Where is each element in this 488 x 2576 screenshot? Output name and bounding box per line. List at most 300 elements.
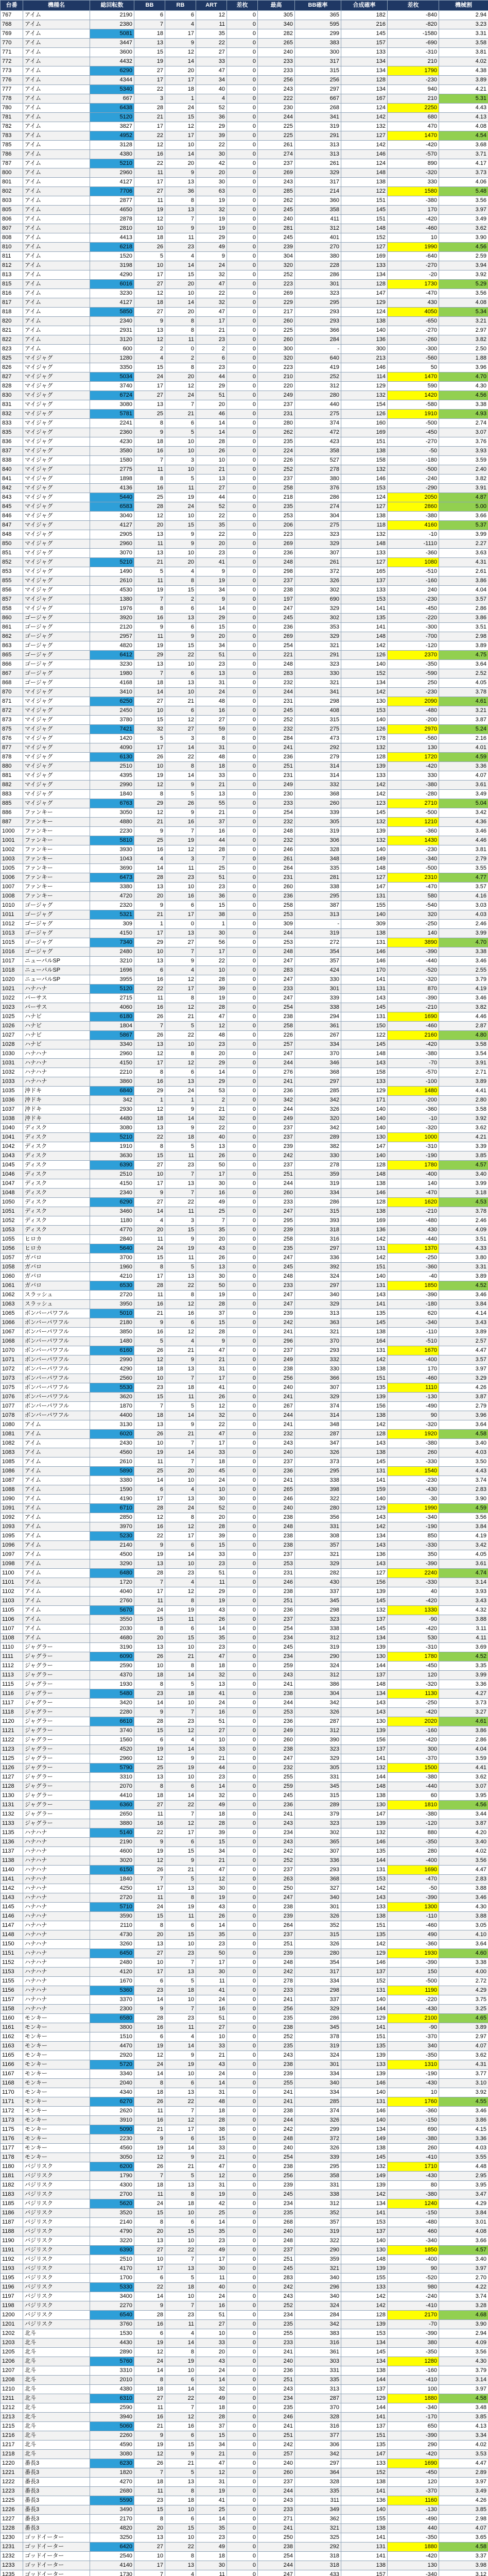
table-row[interactable] <box>1 1012 488 1022</box>
table-row[interactable] <box>1 966 488 975</box>
table-row[interactable] <box>1 113 488 122</box>
table-row[interactable] <box>1 623 488 632</box>
table-row[interactable] <box>1 2190 488 2199</box>
table-row[interactable] <box>1 1393 488 1402</box>
table-row[interactable] <box>1 1346 488 1355</box>
table-row[interactable] <box>1 2301 488 2311</box>
table-row[interactable] <box>1 2116 488 2125</box>
table-row[interactable] <box>1 335 488 345</box>
table-row[interactable] <box>1 2496 488 2505</box>
table-row[interactable] <box>1 2515 488 2524</box>
table-row[interactable] <box>1 1903 488 1912</box>
table-row[interactable] <box>1 2255 488 2264</box>
table-row[interactable] <box>1 734 488 743</box>
table-row[interactable] <box>1 1049 488 1059</box>
table-row[interactable] <box>1 706 488 716</box>
column-header[interactable]: 合成確率 <box>341 1 388 11</box>
table-row[interactable] <box>1 975 488 985</box>
table-row[interactable] <box>1 2134 488 2144</box>
table-row[interactable] <box>1 2199 488 2209</box>
machine-name-cell: マイジャグ <box>23 539 90 549</box>
table-row[interactable] <box>1 1578 488 1587</box>
table-row[interactable] <box>1 1291 488 1300</box>
table-row[interactable] <box>1 1652 488 1662</box>
table-row[interactable] <box>1 187 488 196</box>
table-row[interactable] <box>1 1912 488 1921</box>
table-row[interactable] <box>1 289 488 298</box>
table-row[interactable] <box>1 1504 488 1513</box>
table-row[interactable] <box>1 521 488 530</box>
table-row[interactable] <box>1 558 488 567</box>
table-row[interactable] <box>1 1179 488 1189</box>
table-row[interactable] <box>1 2060 488 2070</box>
value-cell-7: 0 <box>227 1068 258 1077</box>
table-row[interactable] <box>1 2422 488 2431</box>
value-cell-10: 140 <box>341 716 388 725</box>
table-row[interactable] <box>1 1198 488 1207</box>
table-row[interactable] <box>1 660 488 669</box>
table-row[interactable] <box>1 1977 488 1986</box>
table-row[interactable] <box>1 679 488 688</box>
table-row[interactable] <box>1 1318 488 1328</box>
table-row[interactable] <box>1 827 488 836</box>
table-row[interactable] <box>1 29 488 39</box>
table-row[interactable] <box>1 2107 488 2116</box>
table-row[interactable] <box>1 1615 488 1624</box>
table-row[interactable] <box>1 326 488 335</box>
column-header[interactable]: BB確率 <box>295 1 341 11</box>
table-row[interactable] <box>1 883 488 892</box>
table-row[interactable] <box>1 1856 488 1866</box>
table-row[interactable] <box>1 298 488 308</box>
table-row[interactable] <box>1 280 488 289</box>
table-row[interactable] <box>1 808 488 818</box>
table-row[interactable] <box>1 512 488 521</box>
table-row[interactable] <box>1 1022 488 1031</box>
table-row[interactable] <box>1 1940 488 1949</box>
table-row[interactable] <box>1 614 488 623</box>
table-row[interactable] <box>1 252 488 261</box>
table-row[interactable] <box>1 2487 488 2496</box>
table-row[interactable] <box>1 1662 488 1671</box>
table-row[interactable] <box>1 1476 488 1485</box>
table-row[interactable] <box>1 159 488 168</box>
table-row[interactable] <box>1 2478 488 2487</box>
table-row[interactable] <box>1 2209 488 2218</box>
table-row[interactable] <box>1 2394 488 2403</box>
table-row[interactable] <box>1 2413 488 2422</box>
table-row[interactable] <box>1 2376 488 2385</box>
table-row[interactable] <box>1 1077 488 1087</box>
table-row[interactable] <box>1 781 488 790</box>
table-row[interactable] <box>1 150 488 159</box>
table-row[interactable] <box>1 2366 488 2376</box>
table-row[interactable] <box>1 410 488 419</box>
table-row[interactable] <box>1 2172 488 2181</box>
table-row[interactable] <box>1 725 488 734</box>
column-header[interactable]: ART <box>196 1 227 11</box>
table-row[interactable] <box>1 1328 488 1337</box>
table-row[interactable] <box>1 1745 488 1754</box>
table-row[interactable] <box>1 920 488 929</box>
table-row[interactable] <box>1 456 488 465</box>
table-row[interactable] <box>1 2357 488 2366</box>
table-row[interactable] <box>1 1736 488 1745</box>
table-row[interactable] <box>1 437 488 447</box>
table-row[interactable] <box>1 2468 488 2478</box>
table-row[interactable] <box>1 363 488 372</box>
table-row[interactable] <box>1 1597 488 1606</box>
table-row[interactable] <box>1 270 488 280</box>
table-row[interactable] <box>1 892 488 901</box>
table-row[interactable] <box>1 1105 488 1114</box>
table-row[interactable] <box>1 2533 488 2543</box>
table-row[interactable] <box>1 2153 488 2162</box>
table-row[interactable] <box>1 1550 488 1560</box>
table-row[interactable] <box>1 261 488 270</box>
table-row[interactable] <box>1 85 488 94</box>
value-cell-10: 127 <box>341 131 388 141</box>
table-row[interactable] <box>1 567 488 577</box>
table-row[interactable] <box>1 141 488 150</box>
machine-name-cell: アイム <box>23 113 90 122</box>
table-row[interactable] <box>1 1847 488 1856</box>
table-row[interactable] <box>1 595 488 604</box>
table-row[interactable] <box>1 1207 488 1216</box>
table-row[interactable] <box>1 1764 488 1773</box>
table-row[interactable] <box>1 1096 488 1105</box>
column-header[interactable]: RB <box>165 1 196 11</box>
table-row[interactable] <box>1 11 488 20</box>
table-row[interactable] <box>1 2283 488 2292</box>
table-row[interactable] <box>1 168 488 178</box>
table-row[interactable] <box>1 651 488 660</box>
table-row[interactable] <box>1 1309 488 1318</box>
column-header[interactable]: 機械割 <box>439 1 488 11</box>
table-row[interactable] <box>1 1253 488 1263</box>
table-row[interactable] <box>1 400 488 410</box>
table-row[interactable] <box>1 1411 488 1420</box>
table-row[interactable] <box>1 1717 488 1726</box>
table-row[interactable] <box>1 2144 488 2153</box>
table-row[interactable] <box>1 539 488 549</box>
table-row[interactable] <box>1 697 488 706</box>
table-row[interactable] <box>1 604 488 614</box>
table-row[interactable] <box>1 1995 488 2005</box>
table-row[interactable] <box>1 1754 488 1764</box>
table-row[interactable] <box>1 2236 488 2246</box>
table-row[interactable] <box>1 1281 488 1291</box>
table-row[interactable] <box>1 1801 488 1810</box>
table-row[interactable] <box>1 206 488 215</box>
table-row[interactable] <box>1 957 488 966</box>
table-row[interactable] <box>1 76 488 85</box>
table-row[interactable] <box>1 2079 488 2088</box>
table-row[interactable] <box>1 2450 488 2459</box>
table-row[interactable] <box>1 1773 488 1782</box>
table-row[interactable] <box>1 2070 488 2079</box>
table-row[interactable] <box>1 1355 488 1365</box>
table-row[interactable] <box>1 345 488 354</box>
table-row[interactable] <box>1 2246 488 2255</box>
table-row[interactable] <box>1 1142 488 1151</box>
table-row[interactable] <box>1 669 488 679</box>
table-row[interactable] <box>1 2181 488 2190</box>
table-row[interactable] <box>1 2218 488 2227</box>
table-row[interactable] <box>1 1383 488 1393</box>
table-row[interactable] <box>1 641 488 651</box>
column-header[interactable]: BB <box>134 1 165 11</box>
value-cell-11: -190 <box>388 1151 439 1161</box>
table-row[interactable] <box>1 586 488 595</box>
table-row[interactable] <box>1 94 488 104</box>
table-row[interactable] <box>1 947 488 957</box>
table-row[interactable] <box>1 2505 488 2515</box>
table-row[interactable] <box>1 1587 488 1597</box>
table-row[interactable] <box>1 1059 488 1068</box>
table-row[interactable] <box>1 1495 488 1504</box>
table-row[interactable] <box>1 994 488 1003</box>
table-row[interactable] <box>1 2014 488 2023</box>
table-row[interactable] <box>1 419 488 428</box>
table-row[interactable] <box>1 549 488 558</box>
table-row[interactable] <box>1 1263 488 1272</box>
table-row[interactable] <box>1 2524 488 2533</box>
column-header[interactable]: 総回転数 <box>90 1 134 11</box>
table-row[interactable] <box>1 48 488 57</box>
table-row[interactable] <box>1 39 488 48</box>
table-row[interactable] <box>1 818 488 827</box>
table-row[interactable] <box>1 2431 488 2441</box>
table-row[interactable] <box>1 1189 488 1198</box>
table-row[interactable] <box>1 1634 488 1643</box>
table-row[interactable] <box>1 224 488 233</box>
table-row[interactable] <box>1 1272 488 1281</box>
table-row[interactable] <box>1 762 488 771</box>
table-row[interactable] <box>1 131 488 141</box>
table-row[interactable] <box>1 1643 488 1652</box>
column-header[interactable]: 差枚 <box>388 1 439 11</box>
column-header[interactable]: 最高 <box>258 1 295 11</box>
table-row[interactable] <box>1 1884 488 1893</box>
table-row[interactable] <box>1 1365 488 1374</box>
table-row[interactable] <box>1 855 488 864</box>
table-row[interactable] <box>1 799 488 808</box>
table-row[interactable] <box>1 1374 488 1383</box>
table-row[interactable] <box>1 632 488 641</box>
table-row[interactable] <box>1 1624 488 1634</box>
table-row[interactable] <box>1 2264 488 2274</box>
table-row[interactable] <box>1 1560 488 1569</box>
table-row[interactable] <box>1 308 488 317</box>
table-row[interactable] <box>1 716 488 725</box>
table-row[interactable] <box>1 1402 488 1411</box>
table-row[interactable] <box>1 104 488 113</box>
table-row[interactable] <box>1 1949 488 1958</box>
table-row[interactable] <box>1 1448 488 1458</box>
table-row[interactable] <box>1 2097 488 2107</box>
table-row[interactable] <box>1 1161 488 1170</box>
table-row[interactable] <box>1 836 488 845</box>
table-row[interactable] <box>1 447 488 456</box>
table-row[interactable] <box>1 901 488 910</box>
value-cell-7: 0 <box>227 1049 258 1059</box>
table-row[interactable] <box>1 1838 488 1847</box>
table-row[interactable] <box>1 753 488 762</box>
table-row[interactable] <box>1 873 488 883</box>
table-row[interactable] <box>1 1151 488 1161</box>
table-row[interactable] <box>1 1828 488 1838</box>
value-cell-7: 0 <box>227 1253 258 1263</box>
table-row[interactable] <box>1 2005 488 2014</box>
table-row[interactable] <box>1 1235 488 1244</box>
table-row[interactable] <box>1 790 488 799</box>
table-row[interactable] <box>1 1726 488 1736</box>
table-row[interactable] <box>1 1226 488 1235</box>
table-row[interactable] <box>1 196 488 206</box>
value-cell-12: 4.06 <box>439 178 488 187</box>
table-row[interactable] <box>1 1087 488 1096</box>
table-row[interactable] <box>1 2441 488 2450</box>
table-row[interactable] <box>1 1680 488 1689</box>
table-row[interactable] <box>1 1133 488 1142</box>
table-row[interactable] <box>1 2274 488 2283</box>
table-row[interactable] <box>1 1467 488 1476</box>
table-row[interactable] <box>1 1875 488 1884</box>
table-row[interactable] <box>1 1930 488 1940</box>
table-row[interactable] <box>1 465 488 474</box>
table-row[interactable] <box>1 2125 488 2134</box>
table-row[interactable] <box>1 1810 488 1819</box>
table-row[interactable] <box>1 1458 488 1467</box>
table-row[interactable] <box>1 530 488 539</box>
table-row[interactable] <box>1 2459 488 2468</box>
table-row[interactable] <box>1 1606 488 1615</box>
table-row[interactable] <box>1 1513 488 1522</box>
table-row[interactable] <box>1 20 488 29</box>
table-row[interactable] <box>1 372 488 382</box>
table-row[interactable] <box>1 382 488 391</box>
table-row[interactable] <box>1 2543 488 2552</box>
table-row[interactable] <box>1 1337 488 1346</box>
table-row[interactable] <box>1 688 488 697</box>
table-row[interactable] <box>1 1699 488 1708</box>
table-row[interactable] <box>1 2292 488 2301</box>
table-row[interactable] <box>1 1114 488 1124</box>
table-row[interactable] <box>1 1003 488 1012</box>
table-row[interactable] <box>1 391 488 400</box>
value-cell-7: 0 <box>227 372 258 382</box>
table-row[interactable] <box>1 2348 488 2357</box>
table-row[interactable] <box>1 1244 488 1253</box>
table-row[interactable] <box>1 2227 488 2236</box>
table-row[interactable] <box>1 233 488 243</box>
table-row[interactable] <box>1 2552 488 2561</box>
table-row[interactable] <box>1 1420 488 1430</box>
table-row[interactable] <box>1 1689 488 1699</box>
table-row[interactable] <box>1 1532 488 1541</box>
table-row[interactable] <box>1 2338 488 2348</box>
table-row[interactable] <box>1 1040 488 1049</box>
table-row[interactable] <box>1 2320 488 2329</box>
table-row[interactable] <box>1 1430 488 1439</box>
table-row[interactable] <box>1 743 488 753</box>
table-row[interactable] <box>1 2561 488 2570</box>
table-row[interactable] <box>1 1439 488 1448</box>
table-row[interactable] <box>1 1893 488 1903</box>
table-row[interactable] <box>1 1782 488 1791</box>
table-row[interactable] <box>1 938 488 947</box>
table-row[interactable] <box>1 2329 488 2338</box>
table-row[interactable] <box>1 2311 488 2320</box>
table-row[interactable] <box>1 1124 488 1133</box>
table-row[interactable] <box>1 1485 488 1495</box>
column-header[interactable]: 機種名 <box>23 1 90 11</box>
table-row[interactable] <box>1 1031 488 1040</box>
table-row[interactable] <box>1 1968 488 1977</box>
table-row[interactable] <box>1 428 488 437</box>
table-row[interactable] <box>1 1819 488 1828</box>
table-row[interactable] <box>1 178 488 187</box>
table-row[interactable] <box>1 2023 488 2032</box>
table-row[interactable] <box>1 1921 488 1930</box>
table-row[interactable] <box>1 1541 488 1550</box>
table-row[interactable] <box>1 66 488 76</box>
table-row[interactable] <box>1 1569 488 1578</box>
table-row[interactable] <box>1 2051 488 2060</box>
table-row[interactable] <box>1 243 488 252</box>
table-row[interactable] <box>1 493 488 502</box>
table-row[interactable] <box>1 2088 488 2097</box>
table-row[interactable] <box>1 484 488 493</box>
table-row[interactable] <box>1 1216 488 1226</box>
table-row[interactable] <box>1 864 488 873</box>
table-row[interactable] <box>1 577 488 586</box>
table-row[interactable] <box>1 474 488 484</box>
table-row[interactable] <box>1 215 488 224</box>
table-row[interactable] <box>1 317 488 326</box>
table-row[interactable] <box>1 1170 488 1179</box>
column-header[interactable]: 差枚 <box>227 1 258 11</box>
table-row[interactable] <box>1 2570 488 2576</box>
table-row[interactable] <box>1 1671 488 1680</box>
value-cell-5: 21 <box>165 410 196 419</box>
table-row[interactable] <box>1 2162 488 2172</box>
table-row[interactable] <box>1 985 488 994</box>
table-row[interactable] <box>1 57 488 66</box>
table-row[interactable] <box>1 2385 488 2394</box>
table-row[interactable] <box>1 771 488 781</box>
table-row[interactable] <box>1 1708 488 1717</box>
table-row[interactable] <box>1 1791 488 1801</box>
table-row[interactable] <box>1 2032 488 2042</box>
table-row[interactable] <box>1 1958 488 1968</box>
table-row[interactable] <box>1 1866 488 1875</box>
table-row[interactable] <box>1 1300 488 1309</box>
table-row[interactable] <box>1 1986 488 1995</box>
table-row[interactable] <box>1 929 488 938</box>
table-row[interactable] <box>1 2403 488 2413</box>
column-header[interactable]: 台番 <box>1 1 23 11</box>
table-row[interactable] <box>1 122 488 131</box>
table-row[interactable] <box>1 2042 488 2051</box>
table-row[interactable] <box>1 1068 488 1077</box>
table-row[interactable] <box>1 502 488 512</box>
table-row[interactable] <box>1 845 488 855</box>
table-row[interactable] <box>1 910 488 920</box>
table-row[interactable] <box>1 1522 488 1532</box>
table-row[interactable] <box>1 354 488 363</box>
